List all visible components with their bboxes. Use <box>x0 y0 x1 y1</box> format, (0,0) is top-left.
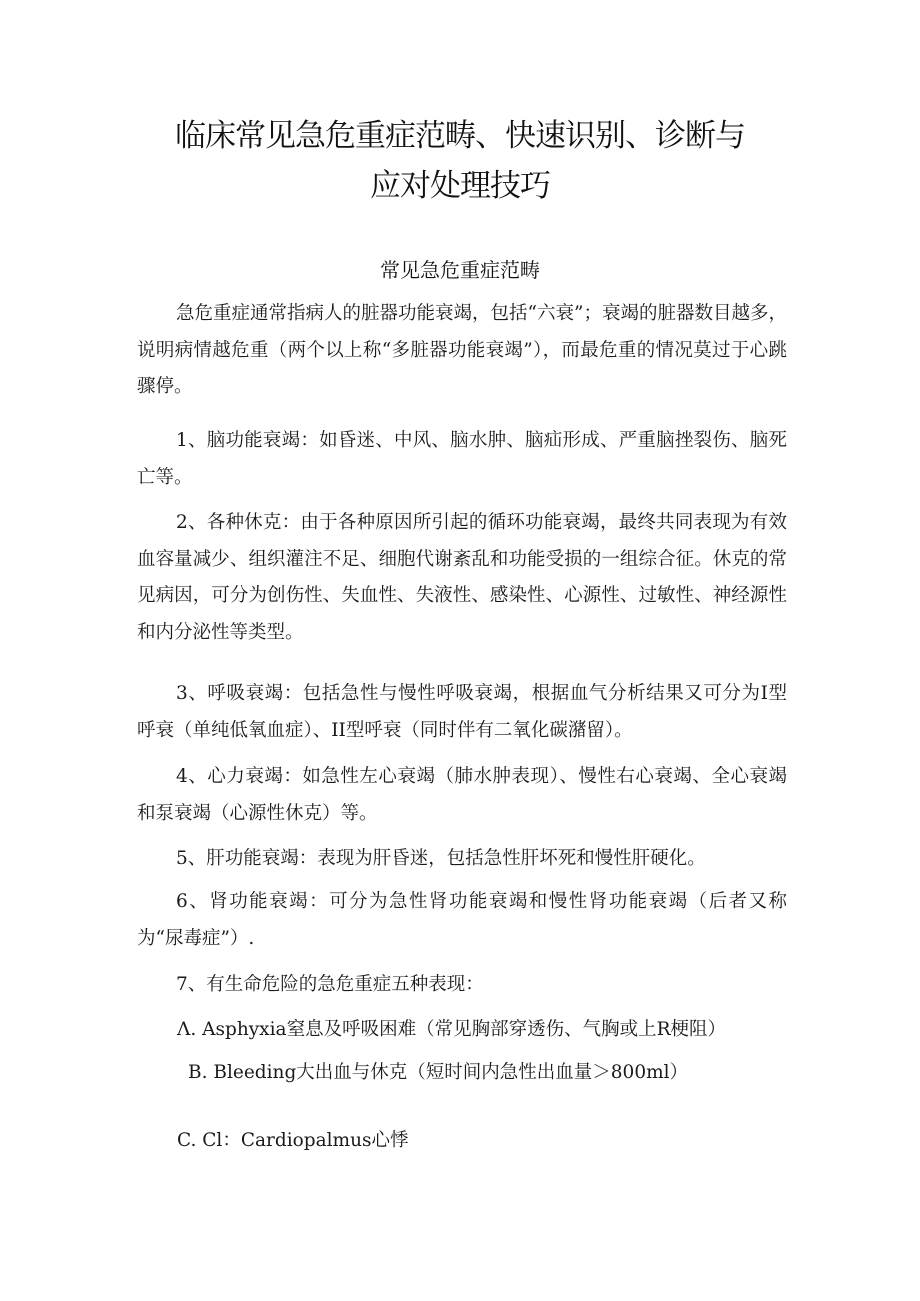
document-title-line-2: 应对处理技巧 <box>370 168 550 204</box>
section-heading: 常见急危重症范畴 <box>380 258 540 282</box>
document-title-line-1: 临床常见急危重症范畴、快速识别、诊断与 <box>175 118 745 154</box>
sub-item-b: B. Bleeding大出血与休克（短时间内急性出血量＞800ml） <box>188 1062 689 1083</box>
sub-item-a: Λ. Asphyxia窒息及呼吸困难（常见胸部穿透伤、气胸或上R梗阻） <box>177 1019 726 1040</box>
list-item: 5、肝功能衰竭：表现为肝昏迷，包括急性肝坏死和慢性肝硬化。 <box>176 848 706 869</box>
list-item: 4、心力衰竭：如急性左心衰竭（肺水肿表现）、慢性右心衰竭、全心衰竭和泵衰竭（心源性休克）等。 <box>137 766 787 824</box>
intro-paragraph: 急危重症通常指病人的脏器功能衰竭，包括“六衰”；衰竭的脏器数目越多，说明病情越危重（两个以上称“多脏器功能衰竭”），而最危重的情况莫过于心跳骤停。 <box>137 303 787 397</box>
list-item: 1、脑功能衰竭：如昏迷、中风、脑水肿、脑疝形成、严重脑挫裂伤、脑死亡等。 <box>137 430 787 488</box>
list-item: 7、有生命危险的急危重症五种表现： <box>176 974 484 995</box>
list-item: 3、呼吸衰竭：包括急性与慢性呼吸衰竭，根据血气分析结果又可分为I型呼衰（单纯低氧血症）、II型呼衰（同时伴有二氧化碳潴留）。 <box>137 683 787 741</box>
list-item: 2、各种休克：由于各种原因所引起的循环功能衰竭，最终共同表现为有效血容量减少、组织灌注不足、细胞代谢紊乱和功能受损的一组综合征。休克的常见病因，可分为创伤性、失血性、失液性、感染性、心源性、过敏性、神经源性和内分泌性等类型。 <box>137 512 787 643</box>
sub-item-c: C. Cl：Cardiopalmus心悸 <box>177 1130 409 1151</box>
list-item: 6、肾功能衰竭：可分为急性肾功能衰竭和慢性肾功能衰竭（后者又称为“尿毒症”）. <box>137 891 787 949</box>
